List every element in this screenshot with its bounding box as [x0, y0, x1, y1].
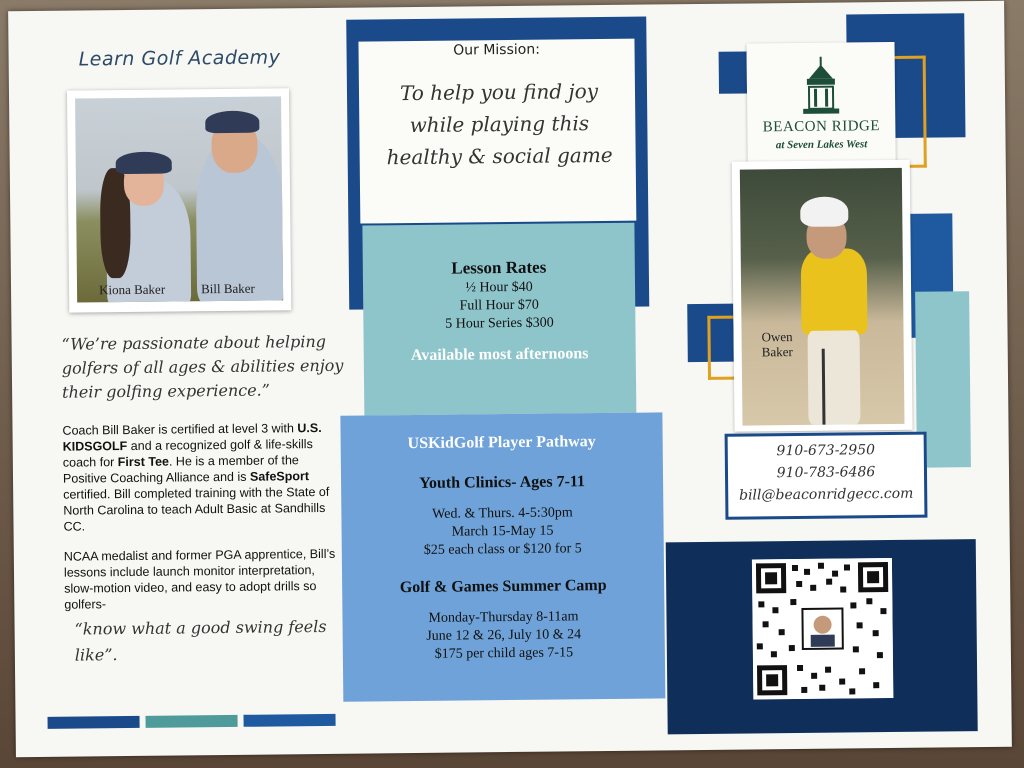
mission-statement: [369, 75, 630, 174]
phone-2[interactable]: 910-783-6486: [776, 464, 876, 482]
camp-line: June 12 & 26, July 10 & 24: [426, 627, 582, 644]
deco-block-small: [719, 52, 747, 94]
photo-label-kiona: Kiona Baker: [98, 281, 166, 298]
owen-label-last: Baker: [761, 344, 793, 360]
photo-label-bill: Bill Baker: [200, 280, 255, 297]
camp-line: Monday-Thursday 8-11am: [428, 609, 579, 626]
logo-name: BEACON RIDGE: [762, 118, 881, 136]
footer-bar-navy: [48, 716, 140, 729]
mission-line: To help you find joy: [399, 79, 599, 106]
bio-safesport: SafeSport: [249, 469, 310, 484]
mission-line: healthy & social game: [386, 142, 613, 170]
owen-photo: [732, 160, 913, 432]
rate-item: Full Hour $70: [459, 297, 539, 314]
footer-bar-teal: [146, 715, 238, 728]
bio-text: . He is a member of the Positive Coaching Alliance and is: [62, 453, 299, 486]
email-link[interactable]: bill@beaconridgecc.com: [738, 485, 914, 504]
camp-line: $175 per child ages 7-15: [434, 645, 574, 662]
bio-first-tee: First Tee: [117, 454, 169, 470]
coach-photo: [67, 88, 291, 312]
bio-paragraph-2: NCAA medalist and former PGA apprentice, Bill’s lessons include launch monitor interpretation, slow-motion video, and easy to adopt drills so golfers-: [63, 546, 336, 612]
academy-title: Learn Golf Academy: [78, 46, 281, 71]
bio-text: and a recognized golf & life-skills coach for: [62, 437, 313, 470]
logo-subtitle: at Seven Lakes West: [775, 138, 868, 152]
phone-1[interactable]: 910-673-2950: [776, 442, 876, 460]
mission-line: while playing this: [409, 111, 590, 138]
bio-kidsgolf: U.S. KIDSGOLF: [62, 420, 322, 454]
qr-code-icon: [752, 558, 893, 699]
pathway-title: USKidGolf Player Pathway: [407, 433, 596, 453]
clinics-line: $25 each class or $120 for 5: [423, 541, 582, 558]
clinics-line: March 15-May 15: [451, 523, 554, 540]
mission-title: Our Mission:: [453, 41, 540, 59]
owen-photo-image: [740, 168, 905, 426]
owen-label-first: Owen: [761, 329, 793, 345]
qr-code[interactable]: [752, 558, 893, 699]
clinics-line: Wed. & Thurs. 4-5:30pm: [432, 505, 573, 522]
coach-bio: [62, 420, 346, 613]
lesson-rates-title: Lesson Rates: [451, 257, 547, 278]
lighthouse-icon: [746, 42, 895, 124]
bio-paragraph-1: [62, 420, 345, 535]
coach-photo-image: [75, 96, 283, 302]
rate-item: 5 Hour Series $300: [445, 315, 554, 332]
availability-note: Available most afternoons: [410, 345, 589, 365]
passion-quote: “We’re passionate about helping golfers of all ages & abilities enjoy their golfing experience.”: [61, 331, 344, 402]
deco-gold-bracket: [893, 56, 927, 168]
bio-text: Coach Bill Baker is certified at level 3 with: [62, 421, 294, 438]
camp-heading: Golf & Games Summer Camp: [399, 577, 607, 597]
footer-bar-blue: [244, 714, 336, 727]
bio-text: certified. Bill completed training with the State of North Carolina to teach Adult Basic at Sandhills CC.: [63, 484, 330, 534]
clinics-heading: Youth Clinics- Ages 7-11: [419, 473, 586, 492]
flyer-page: [8, 1, 1012, 757]
owen-label: [761, 329, 792, 359]
deco-gold-bracket-left: [707, 316, 735, 380]
swing-quote: “know what a good swing feels like”.: [74, 616, 327, 665]
rate-item: ½ Hour $40: [465, 279, 533, 296]
